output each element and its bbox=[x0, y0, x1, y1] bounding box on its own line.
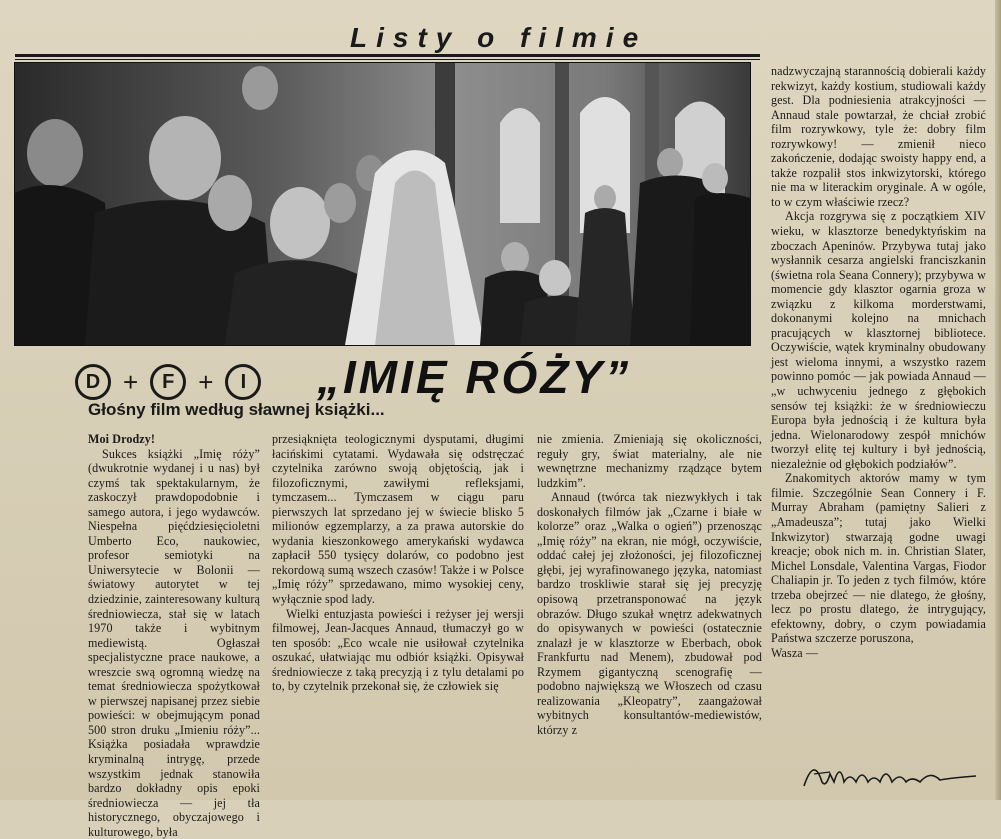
paragraph: Sukces książki „Imię róży” (dwukrotnie wydanej i u nas) był czymś tak spektakularnym, że zaskoczył prawdopodobnie i samego autora, i jego wydawców. Niespełna pięćdziesięcioletni Umberto Eco, naukowiec, profesor semiotyki na Uniwersytecie w Bolonii — światowy autorytet w tej dziedzinie, zainteresowany kulturą średniowiecza, stał się w latach 1970 także i wybitnym mediewistą. Ogłaszał specjalistyczne prace naukowe, a wreszcie swą ogromną wiedzę na temat średniowiecza spożytkował w pierwszej napisanej przez siebie powieści: w obejmującym ponad 500 stron druku „Imieniu róży”... Książka posiadała wprawdzie kryminalną intrygę, przede wszystkim jednak stanowiła bardzo dokładny opis epoki średniowiecza — jej tła historycznego, obyczajowego i kulturowego, była bbox=[88, 446, 260, 839]
logo-plus: + bbox=[123, 366, 139, 397]
rating-logo-group bbox=[75, 362, 261, 402]
article-column-1 bbox=[88, 432, 260, 839]
section-title: Listy o filmie bbox=[350, 22, 648, 53]
greeting: Moi Drodzy! bbox=[88, 432, 156, 446]
paragraph: nie zmienia. Zmieniają się okoliczności, reguły gry, świat materialny, ale nie wewnętrzne mechanizmy rządzące bytem ludzkim”. bbox=[537, 432, 762, 490]
header-rule bbox=[15, 54, 760, 57]
paragraph: Annaud (twórca tak niezwykłych i tak doskonałych filmów jak „Czarne i białe w kolorze” oraz „Walka o ogień”) przenosząc „Imię róży” na ekran, nie mógł, oczywiście, oddać całej jej złożoności, jej filozoficznej głębi, jej wyrafinowanego języka, natomiast bardzo troskliwie starał się jej precyzję opisową przetransponować na język obrazów. Długo szukał wnętrz adekwatnych do opisywanych w powieści (ostatecznie znalazł je w klasztorze w Eberbach, obok Frankfurtu nad Menem), zbudował pod Rzymem gigantyczną scenografię — podobno największą we Włoszech od czasu realizowania „Kleopatry”, zaangażował wybitnych konsultantów-mediewistów, którzy z bbox=[537, 490, 762, 737]
article-column-4 bbox=[771, 64, 986, 726]
paragraph: nadzwyczajną starannością dobierali każdy rekwizyt, każdy kostium, studiowali każdy gest. Dla podniesienia atrakcyjności — Annaud stale powtarzał, że chciał zrobić film rozrywkowy, tyle że: dobry film rozrywkowy! — zmienił nieco zakończenie, dodając swoisty happy end, a także rozpalił stos inkwizytorski, którego nie ma w literackim oryginale. A w ogóle, to w czym właściwie rzecz? bbox=[771, 64, 986, 209]
paragraph: Wielki entuzjasta powieści i reżyser jej wersji filmowej, Jean-Jacques Annaud, tłumaczył go w ten sposób: „Eco wcale nie usiłował czytelnika oszukać, ułatwiając mu odbiór książki. Opisywał średniowiecze z taką precyzją i z tylu detalami po to, by czytelnik przekonał się, że człowiek się bbox=[272, 606, 524, 694]
logo-letter-f: F bbox=[150, 364, 186, 400]
page-edge bbox=[995, 0, 1001, 800]
article-column-3 bbox=[537, 432, 762, 792]
article-subtitle: Głośny film według sławnej książki... bbox=[88, 400, 385, 419]
logo-letter-i: I bbox=[225, 364, 261, 400]
paragraph: Akcja rozgrywa się z początkiem XIV wieku, w klasztorze benedyktyńskim na zboczach Apeninów. Przybywa tutaj jako wysłannik cesarza angielski franciszkanin (świetna rola Seana Connery); przybywa w momencie gdy klasztor ogarnia groza w związku z kilkoma morderstwami, dokonanymi kolejno na mnichach pracujących w klasztornej bibliotece. Oczywiście, wątek kryminalny obudowany jest wieloma innymi, a wszystko razem powinno pomóc — jak powiada Annaud — „w uchwyceniu jednego z głębokich sensów tej książki: że w średniowieczu Europa była jednością i że kultura była jedna. Wielonarodowy zespół mnichów tworzył elitę tej kultury i był jednością, niezależnie od głębokich podziałów”. bbox=[771, 209, 986, 471]
film-still-monks-icon bbox=[15, 63, 750, 345]
article-column-2 bbox=[272, 432, 524, 792]
article-title: „IMIĘ RÓŻY” bbox=[317, 351, 632, 403]
logo-letter-d: D bbox=[75, 364, 111, 400]
paragraph: przesiąknięta teologicznymi dysputami, długimi łacińskimi cytatami. Wydawała się odstręczać czytelnika zarówno swoją objętością, jak i filozoficznymi, zawiłymi refleksjami, tymczasem... Tymczasem w ciągu paru pierwszych lat sprzedano jej w świecie blisko 5 milionów egzemplarzy, a za prawa autorskie do wydania kieszonkowego amerykański wydawca zapłacił 550 tysięcy dolarów, co podobno jest rekordową sumą wszech czasów! Także i w Polsce „Imię róży” sprzedawano, mimo wysokiej ceny, wyłącznie spod lady. bbox=[272, 432, 524, 607]
handwritten-signature bbox=[800, 752, 980, 792]
header-rule-thin bbox=[15, 59, 760, 60]
closing: Wasza — bbox=[771, 645, 819, 660]
logo-plus: + bbox=[198, 366, 214, 397]
paragraph: Znakomitych aktorów mamy w tym filmie. Szczególnie Sean Connery i F. Murray Abraham (pamiętny Salieri z „Amadeusza”; tutaj jako Wielki Inkwizytor) stwarzają godne uwagi kreacje; obok nich m. in. Christian Slater, Michel Lonsdale, Valentina Vargas, Fiodor Chaliapin jr. To jeden z tych filmów, które trzeba obejrzeć — nie dlatego, że głośny, lecz po prostu dlatego, że intrygujący, efektowny, dobry, o czym powiadamia Państwa szczerze poruszona, bbox=[771, 471, 986, 646]
film-still-photo bbox=[14, 62, 751, 346]
